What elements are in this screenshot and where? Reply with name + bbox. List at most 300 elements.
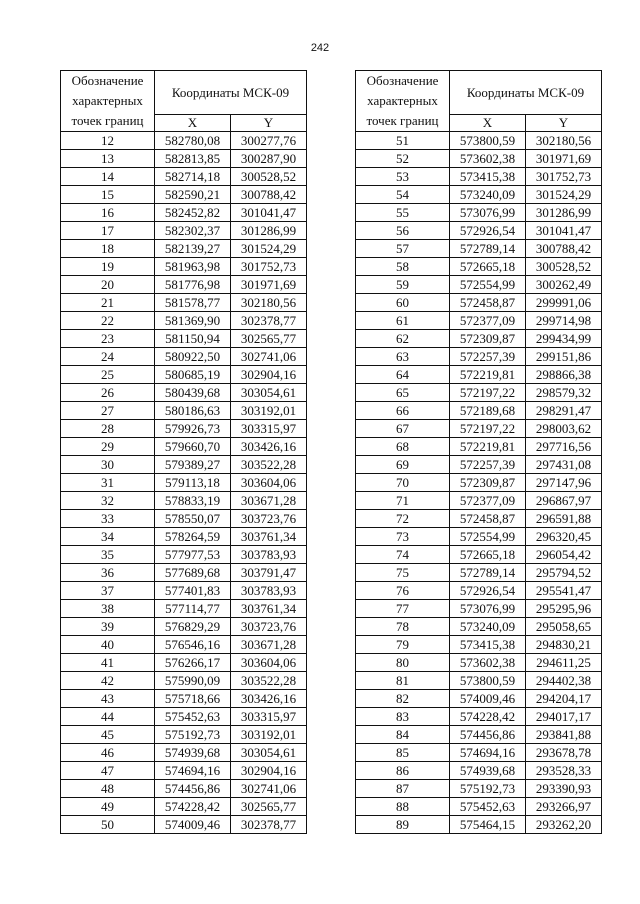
point-number-cell: 52 (356, 150, 450, 168)
x-coordinate-cell: 572665,18 (450, 546, 526, 564)
y-coordinate-cell: 301971,69 (231, 276, 307, 294)
y-coordinate-cell: 303054,61 (231, 744, 307, 762)
table-row (61, 636, 307, 654)
y-coordinate-cell: 294017,17 (526, 708, 602, 726)
y-coordinate-cell: 303426,16 (231, 438, 307, 456)
y-coordinate-cell: 298291,47 (526, 402, 602, 420)
point-number-cell: 50 (61, 816, 155, 834)
y-coordinate-cell: 297431,08 (526, 456, 602, 474)
x-coordinate-cell: 573415,38 (450, 168, 526, 186)
y-coordinate-cell: 297716,56 (526, 438, 602, 456)
x-coordinate-cell: 580685,19 (155, 366, 231, 384)
x-coordinate-cell: 572309,87 (450, 330, 526, 348)
y-coordinate-cell: 302741,06 (231, 348, 307, 366)
point-number-cell: 41 (61, 654, 155, 672)
point-number-cell: 13 (61, 150, 155, 168)
table-row (356, 672, 602, 690)
y-coordinate-cell: 303522,28 (231, 672, 307, 690)
table-row (61, 348, 307, 366)
point-number-cell: 35 (61, 546, 155, 564)
table-body-right (356, 132, 602, 834)
point-number-cell: 76 (356, 582, 450, 600)
x-coordinate-cell: 574694,16 (155, 762, 231, 780)
table-row (356, 510, 602, 528)
x-coordinate-cell: 575452,63 (450, 798, 526, 816)
y-coordinate-cell: 294204,17 (526, 690, 602, 708)
table-row (61, 204, 307, 222)
table-row (356, 384, 602, 402)
table-row (61, 690, 307, 708)
y-coordinate-cell: 300277,76 (231, 132, 307, 150)
table-row (356, 618, 602, 636)
table-row (61, 420, 307, 438)
point-number-cell: 60 (356, 294, 450, 312)
x-coordinate-cell: 572926,54 (450, 582, 526, 600)
y-coordinate-cell: 303671,28 (231, 492, 307, 510)
point-number-cell: 16 (61, 204, 155, 222)
x-coordinate-cell: 573800,59 (450, 132, 526, 150)
table-row (61, 474, 307, 492)
y-coordinate-cell: 293841,88 (526, 726, 602, 744)
point-number-cell: 73 (356, 528, 450, 546)
point-number-cell: 72 (356, 510, 450, 528)
x-coordinate-cell: 580922,50 (155, 348, 231, 366)
table-row (61, 816, 307, 834)
point-number-cell: 22 (61, 312, 155, 330)
x-coordinate-cell: 578833,19 (155, 492, 231, 510)
table-row (356, 222, 602, 240)
x-coordinate-cell: 572789,14 (450, 240, 526, 258)
table-row (61, 528, 307, 546)
y-coordinate-cell: 298003,62 (526, 420, 602, 438)
point-number-cell: 78 (356, 618, 450, 636)
x-coordinate-cell: 581369,90 (155, 312, 231, 330)
x-coordinate-cell: 579926,73 (155, 420, 231, 438)
point-number-cell: 12 (61, 132, 155, 150)
x-coordinate-cell: 573415,38 (450, 636, 526, 654)
point-number-cell: 86 (356, 762, 450, 780)
point-number-cell: 77 (356, 600, 450, 618)
x-coordinate-cell: 572257,39 (450, 348, 526, 366)
x-coordinate-cell: 573602,38 (450, 150, 526, 168)
x-coordinate-cell: 577401,83 (155, 582, 231, 600)
y-coordinate-cell: 303426,16 (231, 690, 307, 708)
table-row (61, 276, 307, 294)
x-coordinate-cell: 581578,77 (155, 294, 231, 312)
point-number-cell: 82 (356, 690, 450, 708)
y-coordinate-cell: 303522,28 (231, 456, 307, 474)
point-label-header: Обозначение характерных точек границ (61, 71, 155, 132)
x-coordinate-cell: 572189,68 (450, 402, 526, 420)
y-coordinate-cell: 302180,56 (231, 294, 307, 312)
x-coordinate-cell: 573240,09 (450, 186, 526, 204)
table-row (356, 564, 602, 582)
y-coordinate-cell: 293262,20 (526, 816, 602, 834)
point-number-cell: 88 (356, 798, 450, 816)
table-row (356, 204, 602, 222)
point-number-cell: 67 (356, 420, 450, 438)
point-number-cell: 75 (356, 564, 450, 582)
point-number-cell: 89 (356, 816, 450, 834)
table-row (61, 546, 307, 564)
table-row (356, 312, 602, 330)
table-row (356, 780, 602, 798)
point-number-cell: 43 (61, 690, 155, 708)
x-coordinate-cell: 578264,59 (155, 528, 231, 546)
x-coordinate-cell: 572309,87 (450, 474, 526, 492)
axis-x-header: X (450, 115, 526, 132)
table-row (61, 258, 307, 276)
point-number-cell: 23 (61, 330, 155, 348)
table-row (356, 492, 602, 510)
point-number-cell: 46 (61, 744, 155, 762)
table-row (356, 186, 602, 204)
y-coordinate-cell: 303192,01 (231, 402, 307, 420)
table-row (61, 762, 307, 780)
point-number-cell: 58 (356, 258, 450, 276)
table-row (61, 330, 307, 348)
table-row (61, 222, 307, 240)
point-number-cell: 51 (356, 132, 450, 150)
y-coordinate-cell: 303723,76 (231, 510, 307, 528)
table-row (61, 294, 307, 312)
point-number-cell: 21 (61, 294, 155, 312)
point-number-cell: 24 (61, 348, 155, 366)
y-coordinate-cell: 303791,47 (231, 564, 307, 582)
table-row (61, 240, 307, 258)
point-number-cell: 70 (356, 474, 450, 492)
x-coordinate-cell: 572197,22 (450, 384, 526, 402)
x-coordinate-cell: 573602,38 (450, 654, 526, 672)
y-coordinate-cell: 300287,90 (231, 150, 307, 168)
x-coordinate-cell: 574228,42 (155, 798, 231, 816)
point-number-cell: 29 (61, 438, 155, 456)
x-coordinate-cell: 576546,16 (155, 636, 231, 654)
point-number-cell: 64 (356, 366, 450, 384)
point-number-cell: 81 (356, 672, 450, 690)
table-row (356, 366, 602, 384)
point-number-cell: 37 (61, 582, 155, 600)
y-coordinate-cell: 302378,77 (231, 816, 307, 834)
table-row (61, 366, 307, 384)
y-coordinate-cell: 302565,77 (231, 330, 307, 348)
point-number-cell: 30 (61, 456, 155, 474)
table-row (61, 708, 307, 726)
y-coordinate-cell: 303604,06 (231, 474, 307, 492)
x-coordinate-cell: 575192,73 (155, 726, 231, 744)
coordinates-header: Координаты МСК-09 (450, 71, 602, 115)
y-coordinate-cell: 299151,86 (526, 348, 602, 366)
x-coordinate-cell: 572554,99 (450, 528, 526, 546)
table-row (61, 168, 307, 186)
table-row (356, 744, 602, 762)
table-row (61, 456, 307, 474)
x-coordinate-cell: 576829,29 (155, 618, 231, 636)
x-coordinate-cell: 572789,14 (450, 564, 526, 582)
y-coordinate-cell: 300528,52 (526, 258, 602, 276)
y-coordinate-cell: 296320,45 (526, 528, 602, 546)
x-coordinate-cell: 582780,08 (155, 132, 231, 150)
table-row (356, 474, 602, 492)
table-row (356, 276, 602, 294)
table-row (356, 258, 602, 276)
point-number-cell: 19 (61, 258, 155, 276)
x-coordinate-cell: 582139,27 (155, 240, 231, 258)
x-coordinate-cell: 577977,53 (155, 546, 231, 564)
table-row (356, 636, 602, 654)
x-coordinate-cell: 582302,37 (155, 222, 231, 240)
x-coordinate-cell: 581776,98 (155, 276, 231, 294)
table-row (356, 528, 602, 546)
axis-x-header: X (155, 115, 231, 132)
y-coordinate-cell: 296054,42 (526, 546, 602, 564)
x-coordinate-cell: 574694,16 (450, 744, 526, 762)
point-number-cell: 62 (356, 330, 450, 348)
point-number-cell: 68 (356, 438, 450, 456)
point-number-cell: 54 (356, 186, 450, 204)
y-coordinate-cell: 303761,34 (231, 528, 307, 546)
y-coordinate-cell: 303192,01 (231, 726, 307, 744)
y-coordinate-cell: 302904,16 (231, 366, 307, 384)
point-number-cell: 84 (356, 726, 450, 744)
y-coordinate-cell: 294611,25 (526, 654, 602, 672)
point-number-cell: 17 (61, 222, 155, 240)
y-coordinate-cell: 294830,21 (526, 636, 602, 654)
y-coordinate-cell: 295794,52 (526, 564, 602, 582)
x-coordinate-cell: 574939,68 (155, 744, 231, 762)
point-number-cell: 87 (356, 780, 450, 798)
table-row (61, 186, 307, 204)
x-coordinate-cell: 572458,87 (450, 510, 526, 528)
y-coordinate-cell: 295058,65 (526, 618, 602, 636)
table-row (61, 582, 307, 600)
y-coordinate-cell: 303604,06 (231, 654, 307, 672)
table-row (356, 240, 602, 258)
x-coordinate-cell: 575718,66 (155, 690, 231, 708)
point-number-cell: 47 (61, 762, 155, 780)
point-number-cell: 74 (356, 546, 450, 564)
table-row (356, 456, 602, 474)
point-number-cell: 80 (356, 654, 450, 672)
table-row (356, 654, 602, 672)
point-number-cell: 27 (61, 402, 155, 420)
table-row (356, 546, 602, 564)
table-row (356, 690, 602, 708)
table-row (356, 582, 602, 600)
y-coordinate-cell: 303315,97 (231, 708, 307, 726)
y-coordinate-cell: 301286,99 (526, 204, 602, 222)
point-number-cell: 49 (61, 798, 155, 816)
table-row (356, 168, 602, 186)
y-coordinate-cell: 302741,06 (231, 780, 307, 798)
table-row (61, 132, 307, 150)
coordinates-table-left (60, 70, 307, 834)
y-coordinate-cell: 301524,29 (526, 186, 602, 204)
y-coordinate-cell: 300788,42 (231, 186, 307, 204)
x-coordinate-cell: 582813,85 (155, 150, 231, 168)
x-coordinate-cell: 575464,15 (450, 816, 526, 834)
x-coordinate-cell: 573800,59 (450, 672, 526, 690)
table-row (356, 816, 602, 834)
x-coordinate-cell: 577689,68 (155, 564, 231, 582)
point-number-cell: 31 (61, 474, 155, 492)
y-coordinate-cell: 302378,77 (231, 312, 307, 330)
point-number-cell: 63 (356, 348, 450, 366)
x-coordinate-cell: 582590,21 (155, 186, 231, 204)
y-coordinate-cell: 302904,16 (231, 762, 307, 780)
y-coordinate-cell: 293390,93 (526, 780, 602, 798)
x-coordinate-cell: 574456,86 (155, 780, 231, 798)
point-number-cell: 59 (356, 276, 450, 294)
table-row (61, 438, 307, 456)
y-coordinate-cell: 298866,38 (526, 366, 602, 384)
point-number-cell: 69 (356, 456, 450, 474)
point-number-cell: 15 (61, 186, 155, 204)
x-coordinate-cell: 574009,46 (155, 816, 231, 834)
point-number-cell: 25 (61, 366, 155, 384)
table-row (356, 438, 602, 456)
x-coordinate-cell: 574939,68 (450, 762, 526, 780)
x-coordinate-cell: 575192,73 (450, 780, 526, 798)
x-coordinate-cell: 579389,27 (155, 456, 231, 474)
y-coordinate-cell: 294402,38 (526, 672, 602, 690)
x-coordinate-cell: 572219,81 (450, 366, 526, 384)
y-coordinate-cell: 301524,29 (231, 240, 307, 258)
table-row (356, 150, 602, 168)
point-number-cell: 66 (356, 402, 450, 420)
point-number-cell: 57 (356, 240, 450, 258)
page-number: 242 (310, 42, 330, 54)
y-coordinate-cell: 300788,42 (526, 240, 602, 258)
axis-y-header: Y (231, 115, 307, 132)
point-number-cell: 71 (356, 492, 450, 510)
y-coordinate-cell: 302180,56 (526, 132, 602, 150)
table-row (61, 150, 307, 168)
point-number-cell: 65 (356, 384, 450, 402)
table-row (61, 780, 307, 798)
coordinates-table-right (355, 70, 602, 834)
table-body-left (61, 132, 307, 834)
table-row (356, 600, 602, 618)
table-row (61, 600, 307, 618)
y-coordinate-cell: 303783,93 (231, 546, 307, 564)
point-number-cell: 18 (61, 240, 155, 258)
x-coordinate-cell: 575990,09 (155, 672, 231, 690)
point-number-cell: 40 (61, 636, 155, 654)
y-coordinate-cell: 301041,47 (526, 222, 602, 240)
x-coordinate-cell: 573240,09 (450, 618, 526, 636)
x-coordinate-cell: 577114,77 (155, 600, 231, 618)
point-number-cell: 61 (356, 312, 450, 330)
table-row (61, 654, 307, 672)
table-row (356, 798, 602, 816)
y-coordinate-cell: 295295,96 (526, 600, 602, 618)
y-coordinate-cell: 303761,34 (231, 600, 307, 618)
y-coordinate-cell: 298579,32 (526, 384, 602, 402)
point-number-cell: 28 (61, 420, 155, 438)
table-row (61, 384, 307, 402)
x-coordinate-cell: 572257,39 (450, 456, 526, 474)
point-number-cell: 55 (356, 204, 450, 222)
y-coordinate-cell: 293528,33 (526, 762, 602, 780)
x-coordinate-cell: 575452,63 (155, 708, 231, 726)
table-row (61, 798, 307, 816)
table-row (61, 312, 307, 330)
x-coordinate-cell: 572377,09 (450, 492, 526, 510)
table-row (356, 402, 602, 420)
x-coordinate-cell: 574228,42 (450, 708, 526, 726)
y-coordinate-cell: 293678,78 (526, 744, 602, 762)
y-coordinate-cell: 297147,96 (526, 474, 602, 492)
y-coordinate-cell: 299991,06 (526, 294, 602, 312)
table-row (61, 726, 307, 744)
table-row (61, 672, 307, 690)
y-coordinate-cell: 296591,88 (526, 510, 602, 528)
x-coordinate-cell: 579113,18 (155, 474, 231, 492)
y-coordinate-cell: 301971,69 (526, 150, 602, 168)
y-coordinate-cell: 293266,97 (526, 798, 602, 816)
y-coordinate-cell: 299434,99 (526, 330, 602, 348)
x-coordinate-cell: 573076,99 (450, 204, 526, 222)
y-coordinate-cell: 300262,49 (526, 276, 602, 294)
point-number-cell: 45 (61, 726, 155, 744)
point-number-cell: 38 (61, 600, 155, 618)
point-number-cell: 79 (356, 636, 450, 654)
y-coordinate-cell: 303671,28 (231, 636, 307, 654)
table-row (61, 564, 307, 582)
axis-y-header: Y (526, 115, 602, 132)
x-coordinate-cell: 572458,87 (450, 294, 526, 312)
x-coordinate-cell: 573076,99 (450, 600, 526, 618)
table-row (356, 348, 602, 366)
x-coordinate-cell: 582452,82 (155, 204, 231, 222)
table-row (61, 492, 307, 510)
y-coordinate-cell: 295541,47 (526, 582, 602, 600)
point-number-cell: 26 (61, 384, 155, 402)
y-coordinate-cell: 301752,73 (526, 168, 602, 186)
x-coordinate-cell: 572197,22 (450, 420, 526, 438)
table-row (356, 420, 602, 438)
point-number-cell: 48 (61, 780, 155, 798)
x-coordinate-cell: 572377,09 (450, 312, 526, 330)
table-row (61, 510, 307, 528)
y-coordinate-cell: 299714,98 (526, 312, 602, 330)
x-coordinate-cell: 572926,54 (450, 222, 526, 240)
x-coordinate-cell: 572554,99 (450, 276, 526, 294)
table-row (356, 708, 602, 726)
point-number-cell: 85 (356, 744, 450, 762)
x-coordinate-cell: 580439,68 (155, 384, 231, 402)
y-coordinate-cell: 303054,61 (231, 384, 307, 402)
y-coordinate-cell: 301286,99 (231, 222, 307, 240)
x-coordinate-cell: 574456,86 (450, 726, 526, 744)
y-coordinate-cell: 296867,97 (526, 492, 602, 510)
table-row (61, 744, 307, 762)
table-row (356, 330, 602, 348)
table-row (356, 726, 602, 744)
point-number-cell: 32 (61, 492, 155, 510)
x-coordinate-cell: 581963,98 (155, 258, 231, 276)
point-number-cell: 56 (356, 222, 450, 240)
table-row (61, 618, 307, 636)
table-row (356, 762, 602, 780)
point-number-cell: 34 (61, 528, 155, 546)
y-coordinate-cell: 303783,93 (231, 582, 307, 600)
point-number-cell: 36 (61, 564, 155, 582)
coordinates-header: Координаты МСК-09 (155, 71, 307, 115)
point-number-cell: 14 (61, 168, 155, 186)
y-coordinate-cell: 303723,76 (231, 618, 307, 636)
